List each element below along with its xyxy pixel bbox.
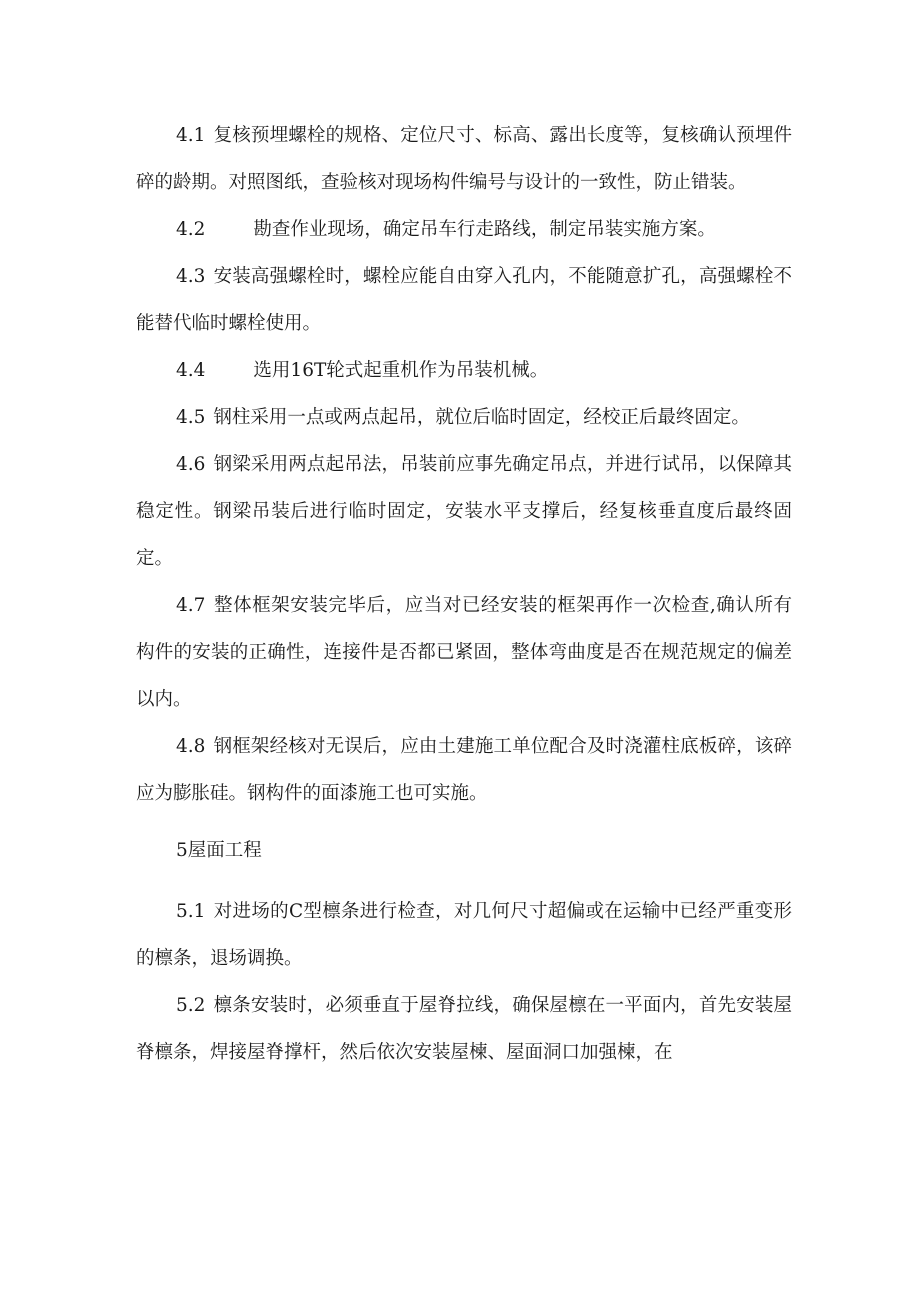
clause-number: 4.3 (176, 266, 206, 287)
clause-number: 4.8 (176, 736, 206, 757)
paragraph-4-6 (136, 441, 792, 582)
clause-text: 复核预埋螺栓的规格、定位尺寸、标高、露出长度等，复核确认预埋件碎的龄期。对照图纸，查验核对现场构件编号与设计的一致性，防止错装。 (136, 125, 792, 193)
paragraph-4-4 (136, 347, 792, 394)
paragraph-5-1 (136, 888, 792, 982)
clause-number: 5.1 (176, 901, 206, 922)
clause-number: 4.7 (176, 595, 206, 616)
clause-number: 4.4 (176, 360, 206, 381)
clause-number: 4.6 (176, 454, 206, 475)
paragraph-5-2 (136, 982, 792, 1076)
paragraph-4-7 (136, 582, 792, 723)
clause-number: 4.2 (176, 219, 206, 240)
clause-number: 4.1 (176, 125, 206, 146)
clause-text: 檩条安装时，必须垂直于屋脊拉线，确保屋檩在一平面内，首先安装屋脊檩条，焊接屋脊撑杆，然后依次安装屋楝、屋面洞口加强楝，在 (136, 995, 792, 1063)
clause-text: 选用16T轮式起重机作为吊装机械。 (253, 360, 549, 381)
clause-text: 钢梁采用两点起吊法，吊装前应事先确定吊点，并进行试吊，以保障其稳定性。钢梁吊装后进行临时固定，安装水平支撑后，经复核垂直度后最终固定。 (136, 454, 792, 569)
paragraph-4-8 (136, 723, 792, 817)
clause-text: 整体框架安装完毕后，应当对已经安装的框架再作一次检查,确认所有构件的安装的正确性，连接件是否都已紧固，整体弯曲度是否在规范规定的偏差以内。 (136, 595, 792, 710)
paragraph-4-3 (136, 253, 792, 347)
section-heading-5: 5屋面工程 (176, 840, 262, 861)
paragraph-4-2 (136, 206, 792, 253)
clause-number: 5.2 (176, 995, 206, 1016)
clause-text: 钢柱采用一点或两点起吊，就位后临时固定，经校正后最终固定。 (213, 407, 750, 428)
clause-text: 对进场的C型檩条进行检查，对几何尺寸超偏或在运输中已经严重变形的檩条，退场调换。 (136, 901, 792, 969)
document-body (136, 112, 792, 1076)
paragraph-4-1 (136, 112, 792, 206)
clause-text: 钢框架经核对无误后，应由土建施工单位配合及时浇灌柱底板碎，该碎应为膨胀硅。钢构件的面漆施工也可实施。 (136, 736, 792, 804)
paragraph-4-5 (136, 394, 792, 441)
clause-text: 安装高强螺栓时，螺栓应能自由穿入孔内，不能随意扩孔，高强螺栓不能替代临时螺栓使用。 (136, 266, 792, 334)
clause-text: 勘查作业现场，确定吊车行走路线，制定吊装实施方案。 (253, 219, 716, 240)
clause-number: 4.5 (176, 407, 206, 428)
